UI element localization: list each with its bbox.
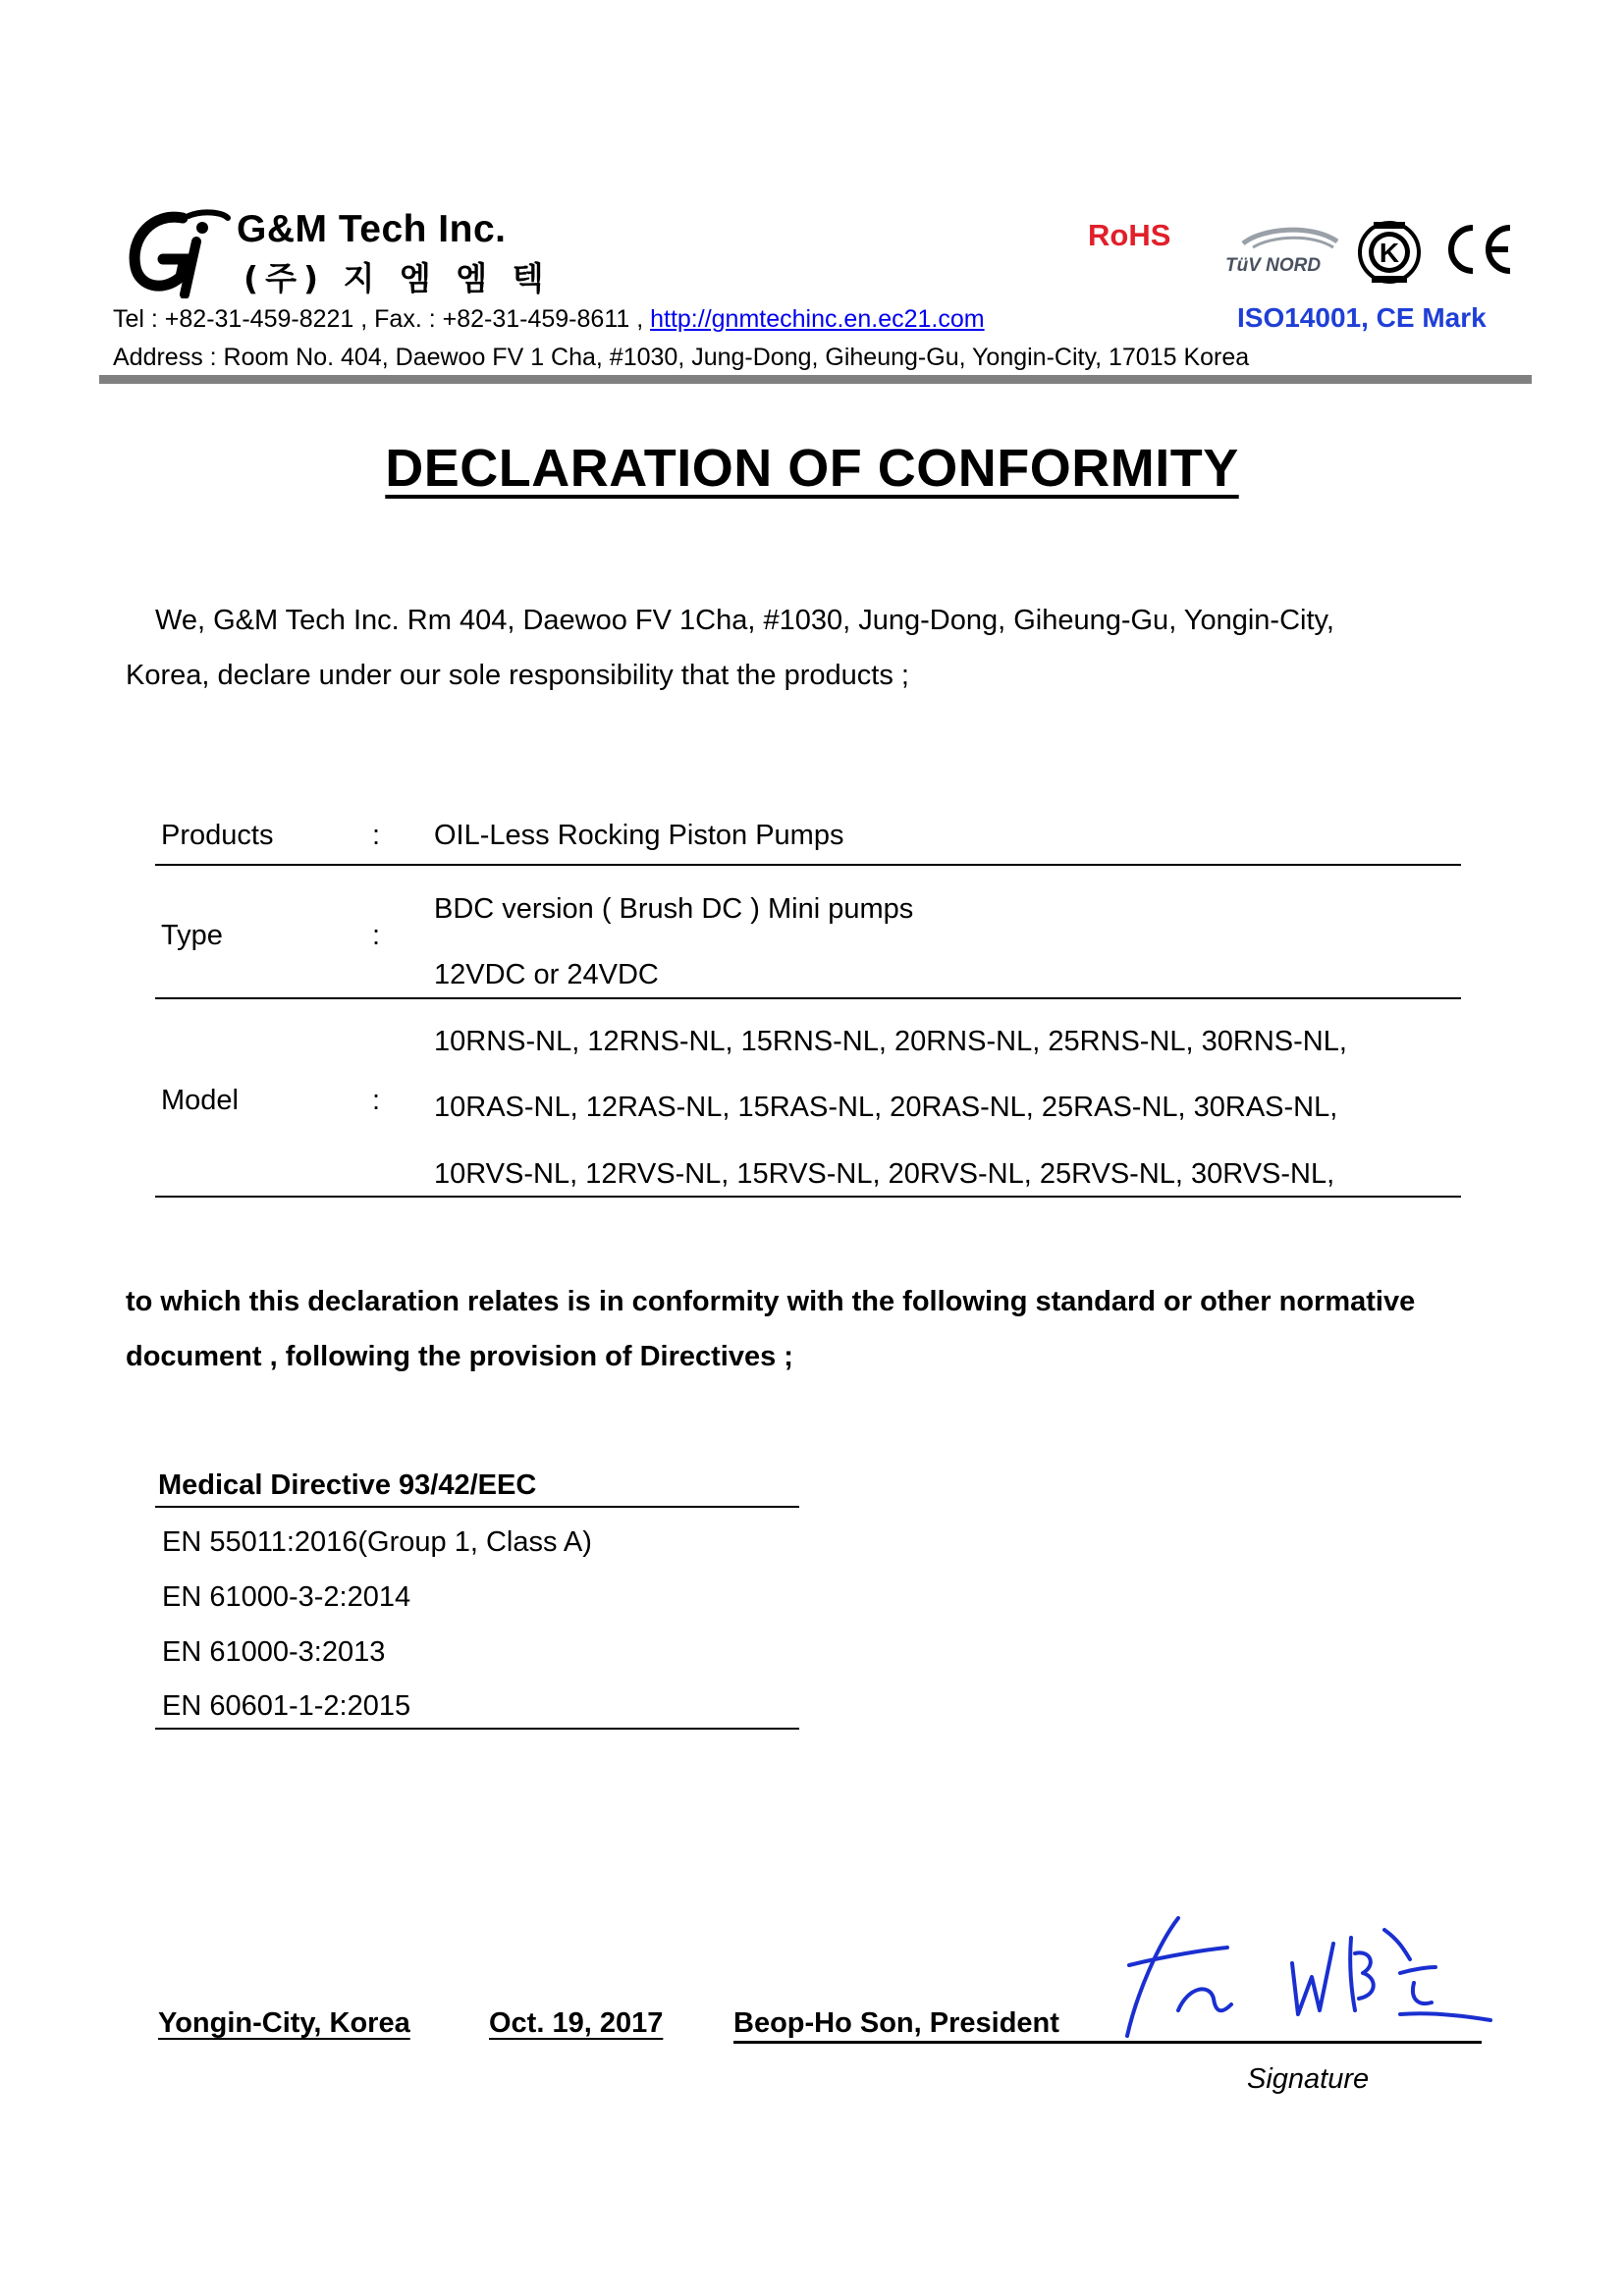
intro-line-2: Korea, declare under our sole responsibility that the products ; bbox=[126, 660, 909, 691]
company-name-korean: (주) 지 엠 엠 텍 bbox=[244, 259, 551, 297]
document-title-text: DECLARATION OF CONFORMITY bbox=[385, 439, 1239, 498]
products-label: Products bbox=[161, 820, 274, 851]
standards-divider bbox=[155, 1506, 799, 1508]
signature-place: Yongin-City, Korea bbox=[158, 2007, 410, 2039]
table-divider bbox=[155, 1196, 1461, 1198]
rohs-label: RoHS bbox=[1088, 218, 1171, 252]
products-value: OIL-Less Rocking Piston Pumps bbox=[434, 820, 844, 851]
ce-mark-icon bbox=[1441, 222, 1516, 277]
header-divider bbox=[99, 375, 1532, 384]
contact-line bbox=[113, 305, 985, 334]
certification-label: ISO14001, CE Mark bbox=[1237, 302, 1487, 333]
standards-divider bbox=[155, 1728, 799, 1730]
model-value-2: 10RAS-NL, 12RAS-NL, 15RAS-NL, 20RAS-NL, 25RAS-NL, 30RAS-NL, bbox=[434, 1092, 1338, 1123]
signature-caption: Signature bbox=[1247, 2063, 1370, 2095]
model-colon: : bbox=[372, 1085, 381, 1116]
type-label: Type bbox=[161, 920, 223, 951]
conformity-line-1: to which this declaration relates is in conformity with the following standard or other normative bbox=[126, 1286, 1416, 1317]
standard-item: EN 55011:2016(Group 1, Class A) bbox=[162, 1526, 592, 1558]
conformity-line-2: document , following the provision of Directives ; bbox=[126, 1341, 793, 1372]
model-value-1: 10RNS-NL, 12RNS-NL, 15RNS-NL, 20RNS-NL, 25RNS-NL, 30RNS-NL, bbox=[434, 1026, 1347, 1057]
tuv-nord-logo-icon bbox=[1223, 222, 1339, 277]
signatory-name: Beop-Ho Son, President bbox=[733, 2007, 1059, 2039]
table-divider bbox=[155, 997, 1461, 999]
tuv-logo-text: TüV NORD bbox=[1225, 255, 1322, 276]
company-address: Address : Room No. 404, Daewoo FV 1 Cha, #1030, Jung-Dong, Giheung-Gu, Yongin-City, 17015 Korea bbox=[113, 344, 1250, 371]
ks-logo-letter: K bbox=[1379, 238, 1400, 268]
handwritten-signature bbox=[1119, 1904, 1512, 2042]
directive-heading: Medical Directive 93/42/EEC bbox=[158, 1469, 537, 1501]
type-colon: : bbox=[372, 920, 381, 951]
signature-date: Oct. 19, 2017 bbox=[489, 2007, 664, 2039]
type-value-2: 12VDC or 24VDC bbox=[434, 959, 659, 990]
standard-item: EN 61000-3:2013 bbox=[162, 1636, 386, 1668]
company-name: G&M Tech Inc. bbox=[237, 208, 507, 250]
products-colon: : bbox=[372, 820, 381, 851]
company-logo-icon bbox=[124, 208, 232, 298]
website-link[interactable]: http://gnmtechinc.en.ec21.com bbox=[650, 305, 985, 333]
intro-line-1: We, G&M Tech Inc. Rm 404, Daewoo FV 1Cha, #1030, Jung-Dong, Giheung-Gu, Yongin-City, bbox=[155, 605, 1334, 636]
contact-phone-fax: Tel : +82-31-459-8221 , Fax. : +82-31-459-8611 , bbox=[113, 305, 651, 333]
standard-item: EN 61000-3-2:2014 bbox=[162, 1581, 411, 1613]
ks-certification-icon bbox=[1348, 220, 1431, 285]
table-divider bbox=[155, 864, 1461, 866]
document-title bbox=[0, 438, 1624, 499]
standard-item: EN 60601-1-2:2015 bbox=[162, 1690, 411, 1722]
model-label: Model bbox=[161, 1085, 239, 1116]
type-value-1: BDC version ( Brush DC ) Mini pumps bbox=[434, 893, 914, 925]
model-value-3: 10RVS-NL, 12RVS-NL, 15RVS-NL, 20RVS-NL, 25RVS-NL, 30RVS-NL, bbox=[434, 1158, 1335, 1190]
